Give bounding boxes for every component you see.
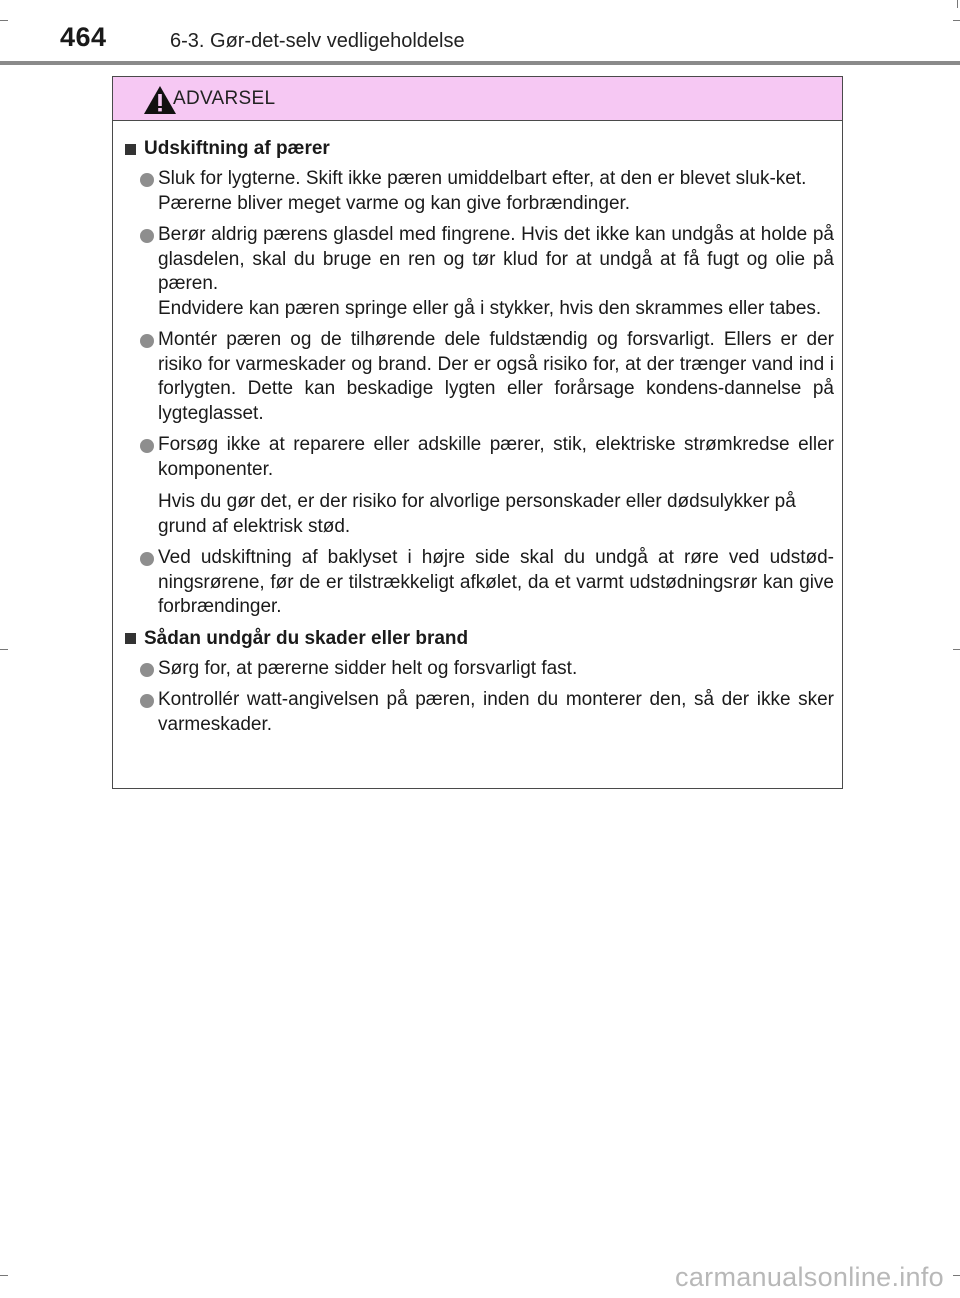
section-heading <box>121 137 834 161</box>
square-bullet-icon <box>125 144 136 155</box>
warning-triangle-icon <box>143 85 177 115</box>
bullet-dot-icon <box>140 229 154 243</box>
page-number: 464 <box>60 22 107 52</box>
list-item <box>121 223 834 321</box>
item-text: Pærerne bliver meget varme og kan give forbrændinger. <box>158 192 631 214</box>
list-item <box>121 546 834 620</box>
section-heading-text: Udskiftning af pærer <box>144 138 330 159</box>
item-text: Kontrollér watt-angivelsen på pæren, inden du monterer den, så der ikke sker varmeskader. <box>158 689 834 735</box>
bullet-dot-icon <box>140 173 154 187</box>
list-item <box>121 433 834 539</box>
list-item <box>121 167 834 216</box>
bullet-dot-icon <box>140 694 154 708</box>
list-item <box>121 657 834 682</box>
list-item <box>121 328 834 426</box>
item-text: Ved udskiftning af baklyset i højre side skal du undgå at røre ved udstød-ningsrørene, før de er tilstrækkeligt afkølet, da et varmt udstødningsrør kan give forbrændinger. <box>158 547 834 617</box>
crop-mark <box>0 1275 8 1276</box>
watermark: carmanualsonline.info <box>675 1262 944 1292</box>
warning-header <box>113 77 842 121</box>
section-heading-text: Sådan undgår du skader eller brand <box>144 627 469 649</box>
bullet-dot-icon <box>140 552 154 566</box>
item-text: Sørg for, at pærerne sidder helt og forsvarligt fast. <box>158 657 578 679</box>
item-text: Forsøg ikke at reparere eller adskille pærer, stik, elektriske strømkredse eller komponenter. <box>158 434 834 480</box>
crop-mark <box>953 20 960 21</box>
bullet-dot-icon <box>140 334 154 348</box>
bullet-dot-icon <box>140 663 154 677</box>
section-heading <box>121 627 834 651</box>
warning-body <box>113 121 842 737</box>
item-text: Sluk for lygterne. Skift ikke pæren umiddelbart efter, at den er blevet sluk-ket. <box>158 168 807 189</box>
crop-mark <box>953 649 960 650</box>
item-text: Endvidere kan pæren springe eller gå i stykker, hvis den skrammes eller tabes. <box>158 297 822 319</box>
crop-mark <box>0 649 8 650</box>
item-text: Berør aldrig pærens glasdel med fingrene. Hvis det ikke kan undgås at holde på glasdelen, skal du bruge en ren og tør klud for at undgå at få fugt og olie på pæren. <box>158 224 834 294</box>
crop-mark <box>957 0 958 8</box>
item-text: Hvis du gør det, er der risiko for alvorlige personskader eller dødsulykker på grund af elektrisk stød. <box>158 491 796 537</box>
warning-label: ADVARSEL <box>173 88 276 109</box>
square-bullet-icon <box>125 633 136 644</box>
section-title: 6-3. Gør-det-selv vedligeholdelse <box>170 30 465 52</box>
bullet-dot-icon <box>140 439 154 453</box>
crop-mark <box>953 1275 960 1276</box>
warning-box <box>112 76 843 789</box>
header-rule <box>0 61 960 65</box>
crop-mark <box>0 20 8 21</box>
list-item <box>121 688 834 737</box>
item-text: Montér pæren og de tilhørende dele fuldstændig og forsvarligt. Ellers er der risiko for varmeskader og brand. Der er også risiko for, at der trænger vand ind i forlygten. Dette kan beskadige lygten eller forårsage kondens-dannelse på lygteglasset. <box>158 329 834 424</box>
